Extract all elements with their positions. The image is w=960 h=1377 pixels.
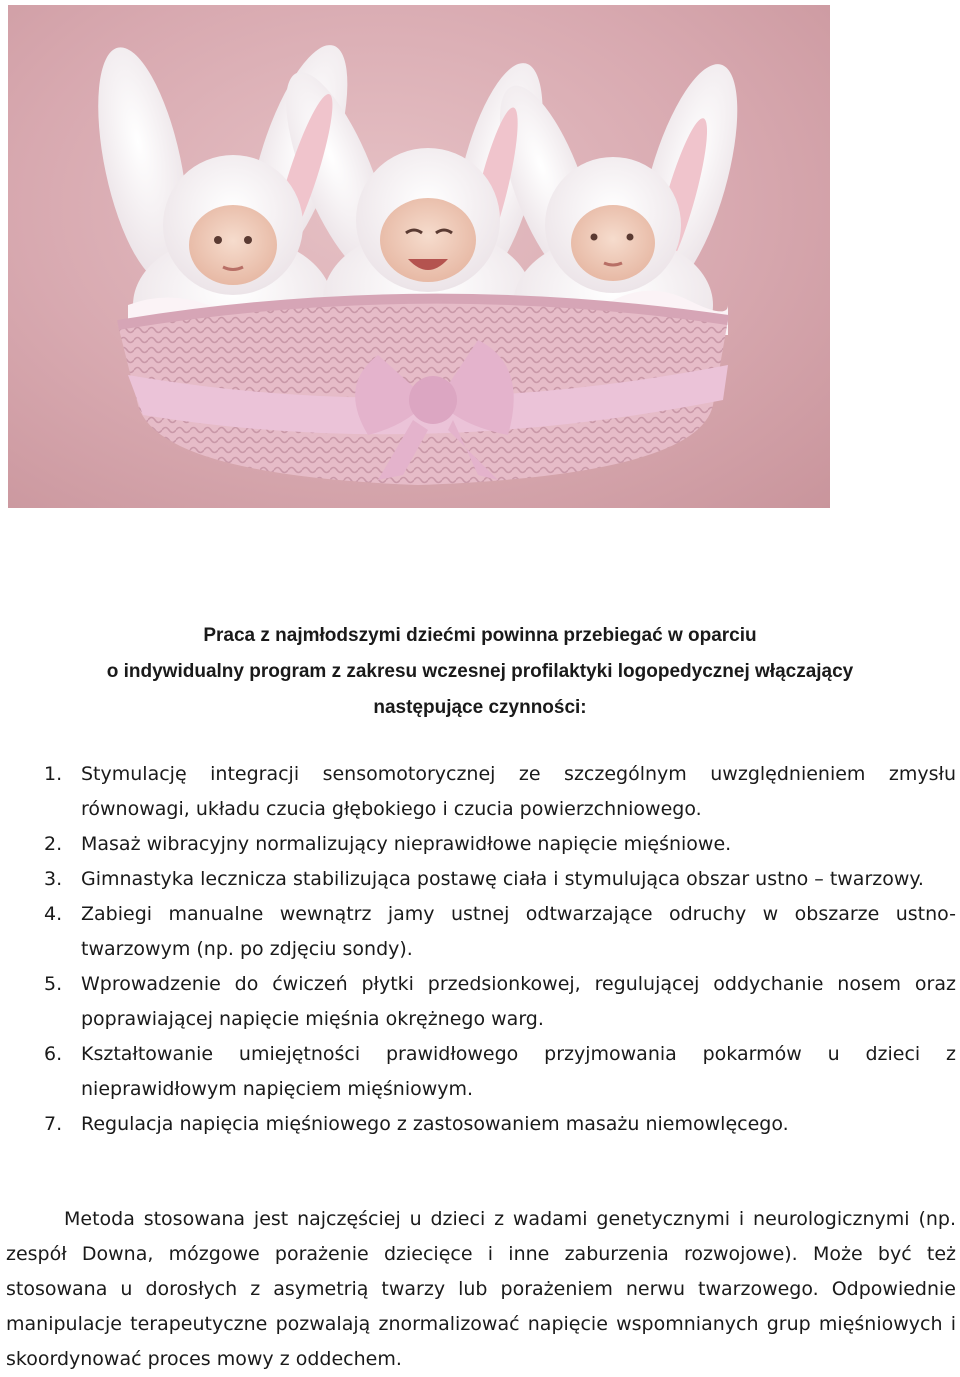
list-item — [44, 1037, 956, 1107]
list-item-text: Stymulację integracji sensomotorycznej ze szczególnym uwzględnieniem zmysłu równowagi, układu czucia głębokiego i czucia powierzchniowego. — [81, 763, 956, 820]
list-item-text: Masaż wibracyjny normalizujący nieprawidłowe napięcie mięśniowe. — [81, 833, 732, 855]
heading-line-2: o indywidualny program z zakresu wczesnej profilaktyki logopedycznej włączający — [106, 661, 854, 682]
list-item-number: 2. — [44, 833, 63, 855]
list-item-text: Zabiegi manualne wewnątrz jamy ustnej odtwarzające odruchy w obszarze ustno-twarzowym (np. po zdjęciu sondy). — [81, 903, 956, 960]
list-item-number: 6. — [44, 1043, 63, 1065]
list-item-text: Kształtowanie umiejętności prawidłowego przyjmowania pokarmów u dzieci z nieprawidłowym napięciem mięśniowym. — [81, 1043, 956, 1100]
list-item — [44, 1107, 956, 1142]
list-item-number: 3. — [44, 868, 63, 890]
list-item-number: 5. — [44, 973, 63, 995]
list-item — [44, 897, 956, 967]
list-item — [44, 757, 956, 827]
list-item-number: 1. — [44, 763, 63, 785]
list-item-text: Regulacja napięcia mięśniowego z zastosowaniem masażu niemowlęcego. — [81, 1113, 789, 1135]
heading-line-1: Praca z najmłodszymi dziećmi powinna przebiegać w oparciu — [203, 625, 757, 646]
list-item-text: Gimnastyka lecznicza stabilizująca postawę ciała i stymulująca obszar ustno – twarzowy. — [81, 868, 924, 890]
babies-in-basket-photo — [8, 5, 830, 508]
list-item — [44, 862, 956, 897]
list-item-number: 4. — [44, 903, 63, 925]
activities-list — [44, 757, 956, 1142]
section-heading — [30, 618, 930, 726]
list-item — [44, 827, 956, 862]
heading-line-3: następujące czynności: — [373, 697, 587, 718]
list-item-number: 7. — [44, 1113, 63, 1135]
list-item-text: Wprowadzenie do ćwiczeń płytki przedsionkowej, regulującej oddychanie nosem oraz poprawiającej napięcie mięśnia okrężnego warg. — [81, 973, 956, 1030]
list-item — [44, 967, 956, 1037]
method-paragraph: Metoda stosowana jest najczęściej u dzieci z wadami genetycznymi i neurologicznymi (np. zespół Downa, mózgowe porażenie dziecięce i inne zaburzenia rozwojowe). Może być też stosowana u dorosłych z asymetrią twarzy lub porażeniem nerwu twarzowego. Odpowiednie manipulacje terapeutyczne pozwalają znormalizować napięcie wspomnianych grup mięśniowych i skoordynować proces mowy z oddechem. — [6, 1208, 956, 1370]
